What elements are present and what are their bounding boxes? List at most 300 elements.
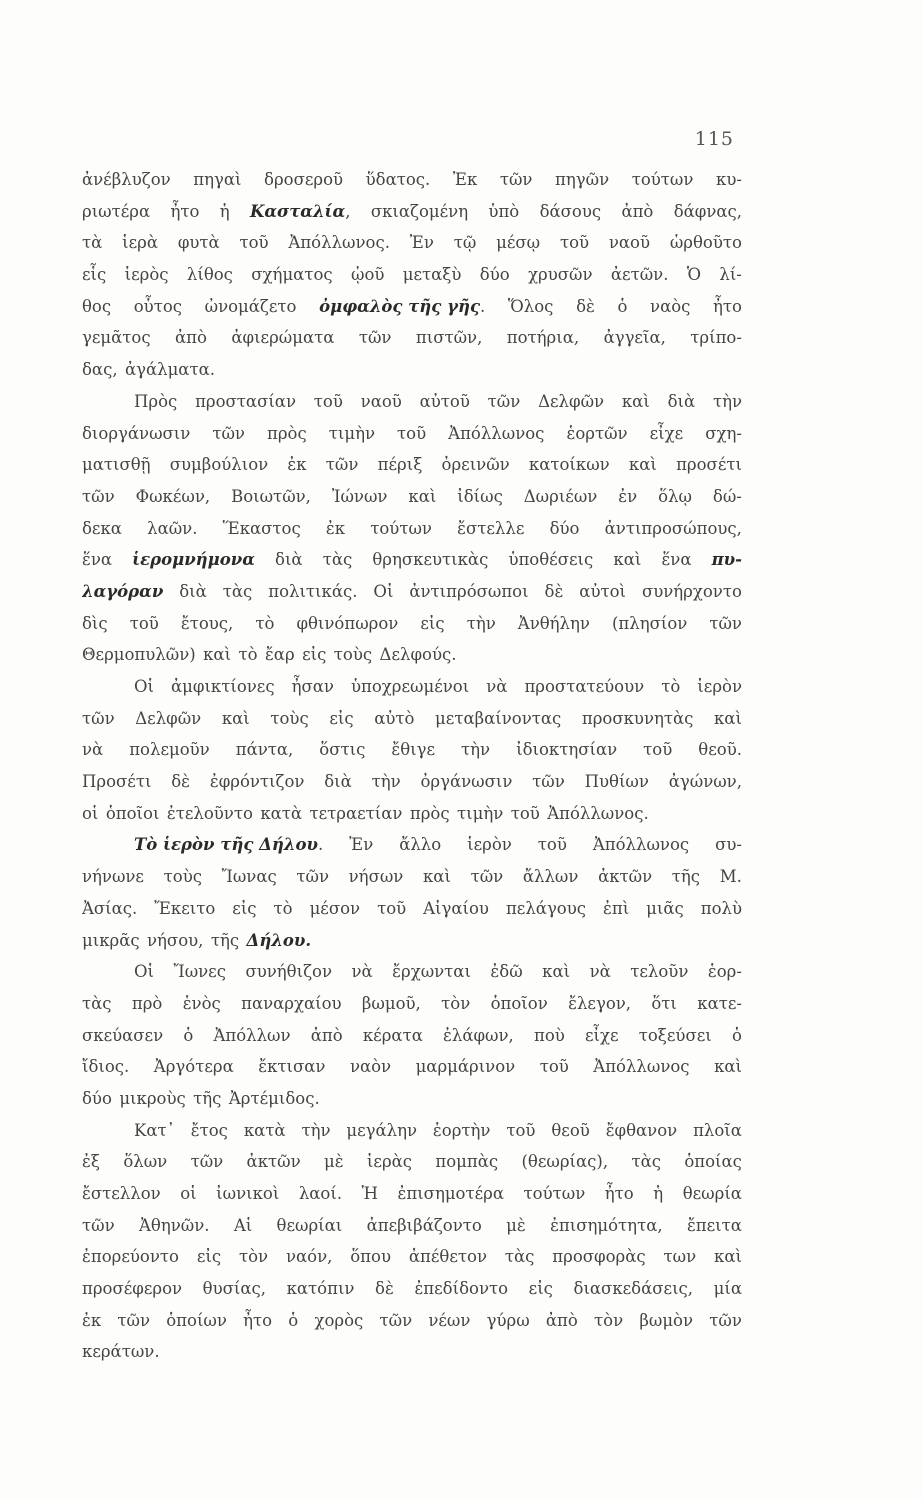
- word: χρυσῶν: [528, 265, 593, 285]
- word: Οἱ: [373, 581, 394, 601]
- word: τῶν: [325, 455, 359, 475]
- word: Ἰώνων: [331, 486, 388, 506]
- word: κεράτων.: [82, 1342, 160, 1362]
- word: ἔκτισαν: [258, 1057, 326, 1077]
- body-text: [82, 164, 742, 1368]
- word: των: [663, 1247, 697, 1267]
- word: Φωκέων,: [135, 486, 211, 506]
- word: εἶχε: [584, 1025, 619, 1045]
- word: δύο: [549, 518, 580, 538]
- text-line: [82, 418, 742, 450]
- word: ἐπὶ: [603, 898, 630, 918]
- word: νὰ: [351, 962, 373, 982]
- word: αὐτοῦ: [419, 391, 470, 411]
- word: ὀρεινῶν: [441, 455, 510, 475]
- word: ἀετῶν.: [610, 265, 669, 285]
- word: ἔτος: [190, 1120, 228, 1140]
- word: τοξεύσει: [638, 1025, 712, 1045]
- word: ἰωνικοὶ: [216, 1184, 280, 1203]
- word: δας,: [82, 360, 118, 380]
- word: τῶν: [82, 486, 115, 506]
- word: ἀμφικτίονες: [171, 677, 275, 696]
- word: ἐπισημότητα,: [550, 1215, 663, 1235]
- word: ὠνομάζετο: [204, 296, 297, 316]
- word: ματισθῇ: [82, 455, 151, 475]
- word: μέσον: [309, 898, 361, 918]
- word: θεωρίαι: [276, 1215, 343, 1235]
- word: τοῦ: [239, 233, 269, 253]
- word: ἱερὸς: [124, 265, 169, 285]
- word: τῶν: [709, 613, 742, 633]
- word: ἀπὸ: [175, 328, 207, 348]
- text-line: [82, 639, 742, 671]
- word: τὸ: [661, 677, 681, 696]
- word: κέρατα: [362, 1025, 423, 1045]
- word: προστασίαν: [195, 391, 296, 411]
- word: μεγάλην: [346, 1120, 418, 1140]
- word: συ-: [715, 835, 742, 855]
- word: δώ-: [712, 486, 742, 506]
- word: τοῦ: [559, 233, 590, 253]
- word: τοῦ: [510, 803, 540, 823]
- word: προσέτι: [676, 455, 742, 475]
- word: τοὺς: [163, 867, 202, 887]
- word: θεοῦ: [551, 1120, 590, 1140]
- word: ἕνα: [82, 550, 113, 570]
- word: γεμᾶτος: [82, 328, 151, 348]
- word: πηγῶν: [555, 170, 610, 189]
- word: τοῦ: [397, 423, 427, 443]
- word: ἐκ: [325, 518, 346, 538]
- text-line: [82, 449, 742, 481]
- text-line: [82, 1146, 742, 1178]
- word: πηγαὶ: [193, 170, 242, 189]
- word: τῶν: [470, 867, 504, 887]
- page-number: 115: [694, 128, 734, 150]
- word: τούτων: [631, 170, 694, 189]
- word: βωμοῦ,: [361, 993, 421, 1013]
- word: Ἴωνες: [173, 962, 226, 982]
- word: δὲ: [375, 1279, 394, 1299]
- text-line: [82, 798, 742, 830]
- word: τὰς: [504, 1247, 535, 1267]
- word: ἀνέβλυζον: [82, 170, 171, 189]
- word: τὴν: [712, 391, 742, 411]
- word: αὐτὸ: [374, 708, 415, 728]
- word: ποὺ: [533, 1025, 565, 1045]
- word: πέριξ: [377, 455, 423, 475]
- word: διοργάνωσιν: [82, 423, 191, 443]
- word: ἦτο: [713, 296, 742, 316]
- word: (θεωρίας),: [521, 1152, 609, 1172]
- emphasized-word: Τὸ ἱερὸν τῆς Δήλου.: [134, 829, 323, 861]
- word: ἔαρ: [264, 645, 295, 665]
- word: τούτων: [523, 1184, 586, 1203]
- text-line: [82, 671, 742, 703]
- text-line: [82, 766, 742, 798]
- word: Πυθίων: [584, 772, 649, 792]
- word: ἑορ-: [707, 962, 742, 982]
- word: Ἀπόλλωνος: [592, 835, 690, 855]
- text-line: [82, 354, 742, 386]
- word: Ἐν: [409, 233, 434, 253]
- word: τετραετίαν: [309, 803, 403, 823]
- text-line: [82, 544, 742, 576]
- word: ἀπὸ: [310, 1025, 343, 1045]
- word: κατὰ: [260, 803, 303, 823]
- word: τῶν: [296, 867, 329, 887]
- word: Βοιωτῶν,: [231, 486, 311, 506]
- text-line: [82, 1020, 742, 1052]
- word: μὲ: [323, 1152, 344, 1172]
- text-line: [82, 1305, 742, 1337]
- word: ἔστελλον: [82, 1184, 161, 1203]
- word: μιᾶς: [646, 898, 684, 918]
- text-line: [82, 608, 742, 640]
- word: καὶ: [713, 708, 742, 728]
- word: ἱερὸν: [467, 835, 512, 855]
- word: ἀφιερώματα: [231, 328, 335, 348]
- word: κατοίκων: [528, 455, 610, 475]
- word: μέσῳ: [496, 233, 541, 253]
- word: μικροὺς: [119, 1088, 186, 1108]
- word: παναρχαίου: [241, 993, 342, 1013]
- word: μικρᾶς: [82, 930, 140, 950]
- word: κατόπιν: [286, 1279, 355, 1299]
- word: ἱερὰ: [122, 233, 158, 253]
- word: ᾠοῦ: [350, 265, 385, 285]
- word: ἄλλο: [399, 835, 442, 855]
- word: συνήθιζον: [245, 962, 332, 982]
- word: ὅτι: [651, 993, 677, 1013]
- word: Δελφούς.: [379, 645, 457, 665]
- word: Ἐκ: [452, 170, 478, 189]
- word: ἄλλων: [522, 867, 579, 887]
- word: δὶς: [82, 613, 108, 633]
- word: ἀγώνων,: [668, 772, 742, 792]
- word: τὰς: [322, 550, 353, 570]
- word: πολεμοῦν: [129, 740, 210, 760]
- word: ἦτο: [170, 201, 200, 221]
- word: ὁ: [617, 296, 628, 316]
- word: τῶν: [212, 423, 245, 443]
- word: τὴν: [461, 740, 491, 760]
- word: ναὸν: [349, 1057, 392, 1077]
- word: προσκυνητὰς: [581, 708, 694, 728]
- text-line: [82, 164, 742, 196]
- word: ὑποθέσεις: [508, 550, 594, 570]
- word: λαοί.: [298, 1184, 343, 1203]
- word: τῶν: [499, 170, 533, 189]
- emphasis-text: ἱερομνήμονα: [132, 550, 255, 570]
- word: πομπὰς: [435, 1152, 499, 1172]
- word: ἔθιγε: [391, 740, 436, 760]
- text-line: [82, 1210, 742, 1242]
- word: Ὁ: [686, 265, 702, 285]
- word: Ἀσίας.: [82, 898, 138, 918]
- word: διὰ: [179, 581, 207, 601]
- word: ὁ: [183, 1025, 194, 1045]
- word: εἰς: [302, 645, 327, 665]
- word: ἱερὸν: [697, 677, 742, 696]
- word: τῶν: [82, 1215, 115, 1235]
- word: ὁποῖοι: [105, 803, 160, 823]
- word: εἰς: [528, 1279, 553, 1299]
- word: ἀκτῶν: [598, 867, 653, 887]
- word: θρησκευτικὰς: [372, 550, 489, 570]
- word: τῶν: [709, 1310, 742, 1330]
- word: νὰ: [486, 677, 508, 696]
- word: δύο: [82, 1088, 112, 1108]
- word: τῶν: [190, 1152, 224, 1172]
- word: ἀπέθετον: [408, 1247, 487, 1267]
- word: ἔρχωνται: [392, 962, 471, 982]
- word: τῆς: [671, 867, 701, 887]
- word: τὸ: [255, 613, 275, 633]
- word: ἔφθανον: [605, 1120, 678, 1140]
- word: ναὸς: [650, 296, 691, 316]
- word: Ἀπόλλωνος.: [547, 803, 649, 823]
- word: τρίπο-: [690, 328, 742, 348]
- word: ναοῦ: [608, 233, 651, 253]
- word: πολιτικάς.: [268, 581, 358, 601]
- word: ἐξ: [82, 1152, 100, 1172]
- word: ὅλῳ: [658, 486, 692, 506]
- word: ὀργάνωσιν: [420, 772, 513, 792]
- word: ἦσαν: [291, 677, 334, 696]
- word: νήσου,: [147, 930, 204, 950]
- word: τὸ: [273, 898, 293, 918]
- word: αὐτοὶ: [579, 581, 627, 601]
- word: σχήματος: [251, 265, 333, 285]
- word: ἀγγεῖα,: [603, 328, 666, 348]
- emphasis-text: Τὸ ἱερὸν τῆς Δήλου: [134, 835, 318, 855]
- word: Αἱ: [233, 1215, 253, 1235]
- text-line: [82, 925, 742, 957]
- word: τῶν: [82, 708, 115, 728]
- word: τιμὴν: [328, 423, 375, 443]
- word: ἀκτῶν: [246, 1152, 301, 1172]
- word: βωμὸν: [639, 1310, 694, 1330]
- text-line: [82, 861, 742, 893]
- word: ναόν,: [285, 1247, 333, 1267]
- word: ποτήρια,: [506, 328, 580, 348]
- word: εἰς: [329, 708, 354, 728]
- word: καὶ: [621, 391, 650, 411]
- word: καὶ: [542, 962, 571, 982]
- emphasized-word: [247, 925, 312, 957]
- word: σκιαζομένη: [370, 201, 469, 221]
- word: τοὺς: [270, 708, 309, 728]
- word: ἦτο: [243, 1310, 273, 1330]
- word: ἐπεδίδοντο: [414, 1279, 509, 1299]
- word: Ἀπόλλωνος: [593, 1057, 690, 1077]
- word: Αἰγαίου: [423, 898, 489, 918]
- word: τοῦ: [313, 391, 343, 411]
- text-line: [82, 734, 742, 766]
- word: τῶν: [487, 391, 521, 411]
- word: μεταβαίνοντας: [435, 708, 562, 728]
- word: νέων: [428, 1310, 471, 1330]
- word: καὶ: [408, 486, 437, 506]
- word: διὰ: [324, 772, 352, 792]
- word: τὴν: [301, 1120, 331, 1140]
- word: προσέφερον: [82, 1279, 183, 1299]
- text-line: [82, 259, 742, 291]
- word: Ἴωνας: [221, 867, 277, 887]
- word: ἰδίως: [457, 486, 503, 506]
- text-line: [82, 1083, 742, 1115]
- word: τῶν: [358, 328, 392, 348]
- word: νὰ: [589, 962, 611, 982]
- word: ἑνὸς: [182, 993, 221, 1013]
- word: Οἱ: [134, 677, 154, 696]
- word: τῆς: [193, 1088, 222, 1108]
- word: φθινόπωρον: [296, 613, 399, 633]
- text-line: [82, 893, 742, 925]
- word: μία: [713, 1279, 742, 1299]
- word: ἱερὰς: [366, 1152, 413, 1172]
- word: Ἔκειτο: [154, 898, 216, 918]
- word: Δελφῶν: [135, 708, 202, 728]
- word: μαρμάρινον: [415, 1057, 516, 1077]
- word: ὁποῖον: [490, 993, 548, 1013]
- word: θος: [82, 296, 112, 316]
- word: ὅλων: [123, 1152, 168, 1172]
- word: ἐπορεύοντο: [82, 1247, 179, 1267]
- word: ἀπὸ: [621, 201, 654, 221]
- word: ἀντιπρόσωποι: [409, 581, 529, 601]
- word: Κατ᾿: [134, 1120, 175, 1140]
- word: Ἀρτέμιδος.: [228, 1088, 320, 1108]
- emphasis-text: λαγόραν: [82, 581, 164, 601]
- emphasis-text: πυ-: [711, 550, 742, 570]
- word: Οἱ: [134, 962, 154, 982]
- text-line: [82, 322, 742, 354]
- word: δὲ: [171, 772, 191, 792]
- word: Ἀθηνῶν.: [138, 1215, 210, 1235]
- word: πολὺ: [700, 898, 742, 918]
- word: ὅπου: [350, 1247, 391, 1267]
- word: καὶ: [613, 550, 642, 570]
- word: ἀντιπροσώπους,: [604, 518, 742, 538]
- emphasized-word: ὀμφαλὸς τῆς γῆς.: [319, 291, 485, 323]
- word: ναοῦ: [360, 391, 402, 411]
- emphasized-word: [132, 544, 255, 576]
- word: ἴδιος.: [82, 1057, 130, 1077]
- word: ἀγάλματα.: [124, 360, 215, 380]
- emphasized-word: Κασταλία,: [250, 196, 351, 228]
- word: διὰ: [275, 550, 303, 570]
- word: ἔστελλε: [457, 518, 525, 538]
- word: πάντα,: [235, 740, 294, 760]
- text-line: [82, 956, 742, 988]
- emphasized-word: [712, 544, 742, 576]
- word: νὰ: [82, 740, 104, 760]
- word: γύρω: [486, 1310, 530, 1330]
- word: κατε-: [697, 993, 742, 1013]
- word: τὰ: [82, 233, 103, 253]
- word: δάσους: [539, 201, 602, 221]
- word: καὶ: [422, 867, 451, 887]
- word: τοὺς: [333, 645, 373, 665]
- word: λαῶν.: [147, 518, 198, 538]
- word: Δωριέων: [523, 486, 598, 506]
- text-line: [82, 481, 742, 513]
- text-line: [82, 291, 742, 323]
- word: οἱ: [180, 1184, 197, 1203]
- word: ὁποίων: [166, 1310, 227, 1330]
- word: ἐπισημοτέρα: [397, 1184, 505, 1203]
- word: ὑποχρεωμένοι: [350, 677, 470, 696]
- text-line: [82, 1178, 742, 1210]
- word: πιστῶν,: [415, 328, 483, 348]
- word: δύο: [479, 265, 510, 285]
- word: Θερμοπυλῶν): [82, 645, 196, 665]
- word: ὡρθοῦτο: [669, 233, 742, 253]
- word: ἑορτὴν: [432, 1120, 491, 1140]
- word: ἐν: [618, 486, 638, 506]
- word: Ἀνθήλην: [517, 613, 590, 633]
- emphasis-text: Δήλου.: [246, 930, 312, 950]
- text-line: [82, 1336, 742, 1368]
- word: ὁ: [731, 1025, 742, 1045]
- word: ὑπὸ: [488, 201, 520, 221]
- word: φυτὰ: [177, 233, 220, 253]
- word: οὗτος: [133, 296, 183, 316]
- word: τῶν: [379, 1310, 413, 1330]
- text-line: [82, 196, 742, 228]
- word: εἶχε: [649, 423, 684, 443]
- word: τὸν: [594, 1310, 624, 1330]
- word: κυ-: [716, 170, 742, 189]
- word: νήσων: [348, 867, 404, 887]
- text-line: [82, 829, 742, 861]
- word: χορὸς: [314, 1310, 364, 1330]
- emphasized-word: [82, 576, 163, 608]
- word: καὶ: [221, 708, 250, 728]
- word: πρὸς: [409, 803, 450, 823]
- text-line: [82, 703, 742, 735]
- text-line: [82, 1051, 742, 1083]
- word: ἔλεγον,: [568, 993, 632, 1013]
- text-line: [82, 1115, 742, 1147]
- word: καὶ: [628, 455, 657, 475]
- word: λί-: [719, 265, 742, 285]
- word: ἐλάφων,: [443, 1025, 514, 1045]
- word: εἰς: [232, 898, 257, 918]
- word: ἑορτῶν: [566, 423, 628, 443]
- word: τῆς: [210, 930, 240, 950]
- word: τῶν: [117, 1310, 151, 1330]
- word: ἀπεβιβάζοντο: [366, 1215, 482, 1235]
- text-line: [82, 386, 742, 418]
- word: τὴν: [371, 772, 401, 792]
- word: τὸν: [238, 1247, 269, 1267]
- word: διασκεδάσεις,: [573, 1279, 694, 1299]
- word: τὰς: [631, 1152, 661, 1172]
- word: σκεύασεν: [82, 1025, 164, 1045]
- word: δὲ: [576, 296, 595, 316]
- word: τελοῦν: [630, 962, 689, 982]
- word: προστατεύουν: [524, 677, 645, 696]
- word: καὶ: [714, 1247, 742, 1267]
- word: εἰς: [420, 613, 445, 633]
- emphasis-text: Κασταλία: [249, 201, 346, 221]
- word: τιμὴν: [457, 803, 504, 823]
- word: ὅστις: [319, 740, 366, 760]
- word: (πλησίον: [611, 613, 688, 633]
